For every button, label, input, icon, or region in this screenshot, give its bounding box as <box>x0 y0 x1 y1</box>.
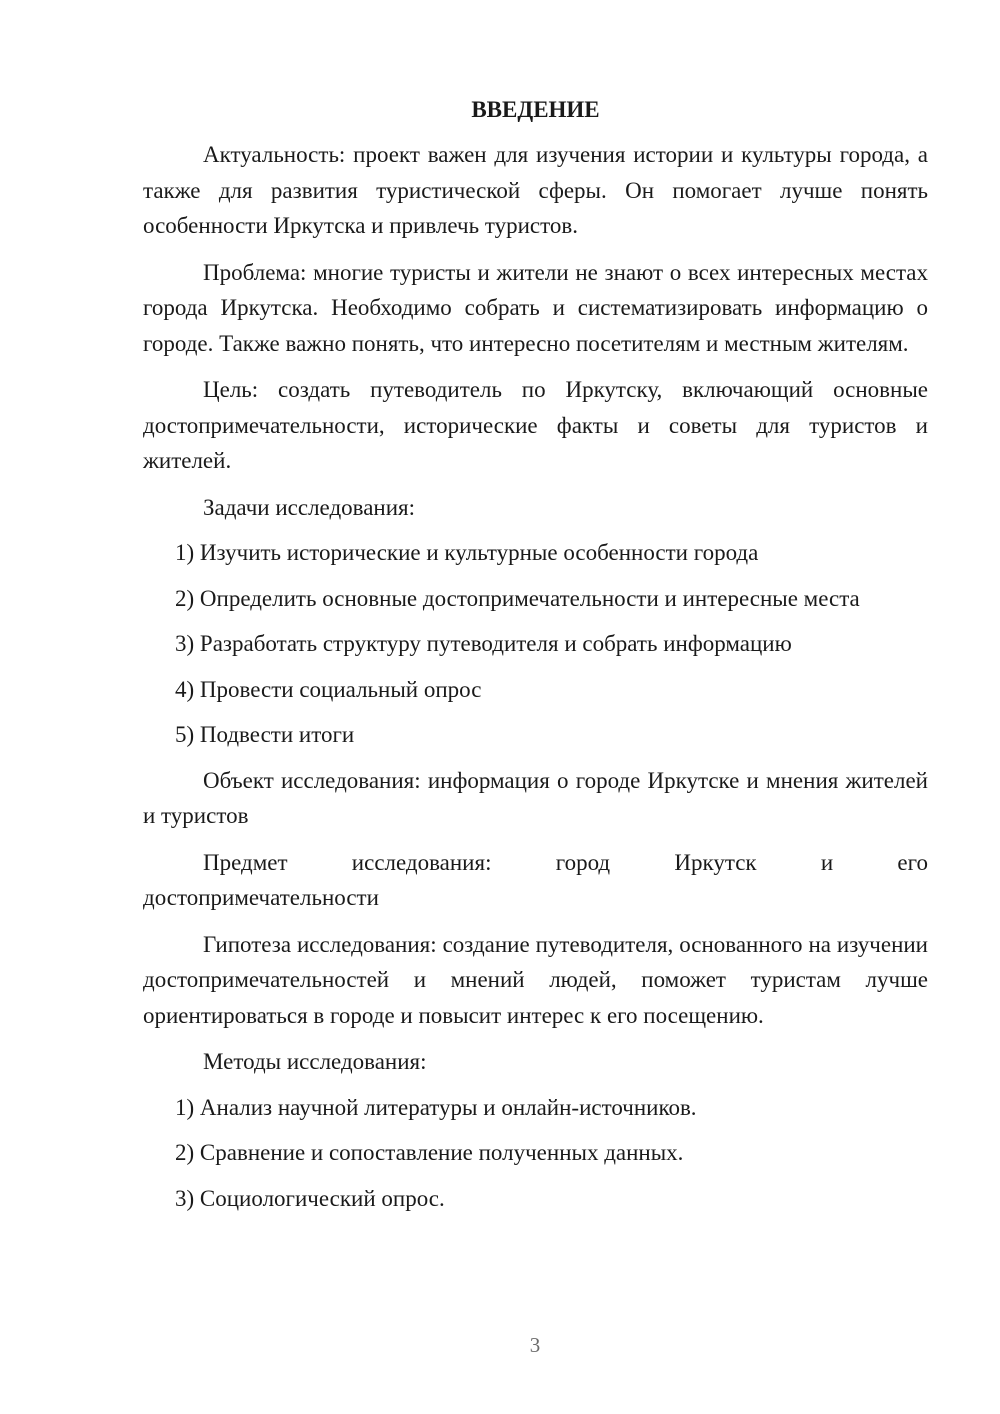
section-title: ВВЕДЕНИЕ <box>471 97 600 122</box>
goal-paragraph: Цель: создать путеводитель по Иркутску, включающий основные достопримечательности, исторические факты и советы для туристов и жителей. <box>143 377 928 473</box>
hypothesis-paragraph: Гипотеза исследования: создание путеводителя, основанного на изучении достопримечательностей и мнений людей, поможет туристам лучше ориентироваться в городе и повысит интерес к его посещению. <box>143 931 928 1028</box>
tasks-heading: Задачи исследования: <box>203 494 416 520</box>
task-item: 4) Провести социальный опрос <box>175 676 482 702</box>
relevance-paragraph: Актуальность: проект важен для изучения истории и культуры города, а также для развития туристической сферы. Он помогает лучше понять особенности Иркутска и привлечь туристов. <box>143 142 928 238</box>
document-page <box>143 94 928 1226</box>
task-item: 5) Подвести итоги <box>175 722 355 747</box>
task-item: 3) Разработать структуру путеводителя и собрать информацию <box>175 631 792 656</box>
object-paragraph: Объект исследования: информация о городе Иркутске и мнения жителей и туристов <box>143 767 928 828</box>
subject-paragraph-line2: достопримечательности <box>143 885 379 910</box>
method-item: 1) Анализ научной литературы и онлайн-источников. <box>175 1094 697 1120</box>
tasks-list <box>143 535 928 753</box>
page-number: 3 <box>529 1333 541 1357</box>
method-item: 2) Сравнение и сопоставление полученных данных. <box>175 1140 684 1165</box>
method-item: 3) Социологический опрос. <box>175 1185 445 1211</box>
task-item: 1) Изучить исторические и культурные особенности города <box>175 540 759 565</box>
methods-list <box>143 1090 928 1217</box>
problem-paragraph: Проблема: многие туристы и жители не знают о всех интересных местах города Иркутска. Необходимо собрать и систематизировать информацию о городе. Также важно понять, что интересно посетителям и местным жителям. <box>143 259 928 356</box>
task-item: 2) Определить основные достопримечательности и интересные места <box>175 585 860 611</box>
subject-paragraph-line1: Предмет исследования: город Иркутск и его <box>203 849 928 875</box>
methods-heading: Методы исследования: <box>203 1049 427 1074</box>
